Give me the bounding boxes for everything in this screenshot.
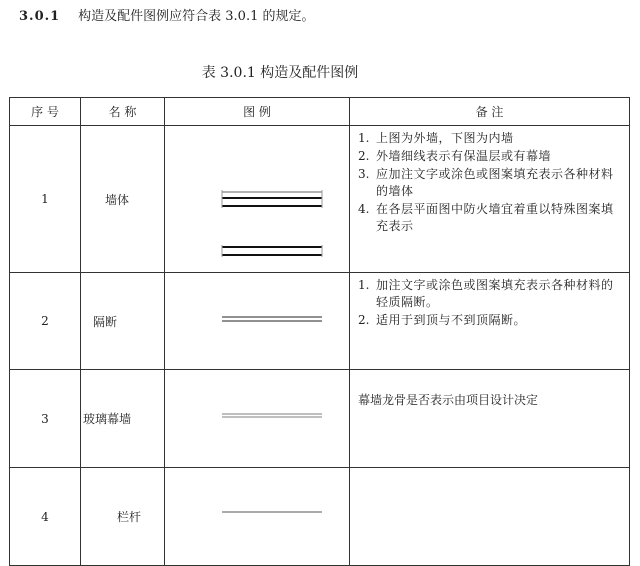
remark-item: 1. 加注文字或涂色或图案填充表示各种材料的轻质隔断。: [358, 278, 614, 309]
row-seq: 2: [10, 273, 81, 370]
remark-item: 3. 应加注文字或涂色或图案填充表示各种材料的墙体: [358, 167, 614, 198]
row-remarks: [350, 126, 630, 273]
row-figure-wall: [165, 126, 350, 273]
table-row: [10, 126, 630, 273]
row-name: 玻璃幕墙: [81, 370, 165, 468]
row-figure-curtain-wall: [165, 370, 350, 468]
row-name: 隔断: [81, 273, 165, 370]
clause-number: 3.0.1: [19, 9, 61, 24]
clause-text: 构造及配件图例应符合表 3.0.1 的规定。: [78, 9, 315, 24]
remark-item: 1. 上图为外墙，下图为内墙: [358, 131, 514, 145]
clause-line: [19, 6, 629, 28]
remark-item: 2. 外墙细线表示有保温层或有幕墙: [358, 149, 552, 163]
row-name: 栏杆: [81, 468, 165, 566]
row-figure-partition: [165, 273, 350, 370]
remark-item: 2. 适用于到顶与不到顶隔断。: [358, 313, 527, 327]
row-seq: 4: [10, 468, 81, 566]
header-figure: 图 例: [165, 98, 350, 126]
remark-text: 幕墙龙骨是否表示由项目设计决定: [358, 393, 539, 407]
row-figure-railing: [165, 468, 350, 566]
table-row: [10, 468, 630, 566]
railing-symbol-icon: [165, 468, 350, 562]
remark-item: 4. 在各层平面图中防火墙宜着重以特殊图案填充表示: [358, 202, 614, 233]
row-seq: 1: [10, 126, 81, 273]
table-row: [10, 273, 630, 370]
table-row: [10, 370, 630, 468]
row-name: 墙体: [81, 126, 165, 273]
table-caption: 表 3.0.1 构造及配件图例: [201, 65, 359, 81]
row-seq: 3: [10, 370, 81, 468]
row-remarks: [350, 273, 630, 370]
row-remarks: [350, 370, 630, 468]
legend-table: [9, 97, 630, 566]
row-remarks-empty: [350, 468, 630, 566]
curtain-wall-symbol-icon: [165, 370, 350, 464]
header-row: [10, 98, 630, 126]
wall-symbol-icon: [165, 126, 350, 269]
header-seq: 序 号: [10, 98, 81, 126]
partition-symbol-icon: [165, 273, 350, 366]
header-name: 名 称: [81, 98, 165, 126]
header-remarks: 备 注: [350, 98, 630, 126]
